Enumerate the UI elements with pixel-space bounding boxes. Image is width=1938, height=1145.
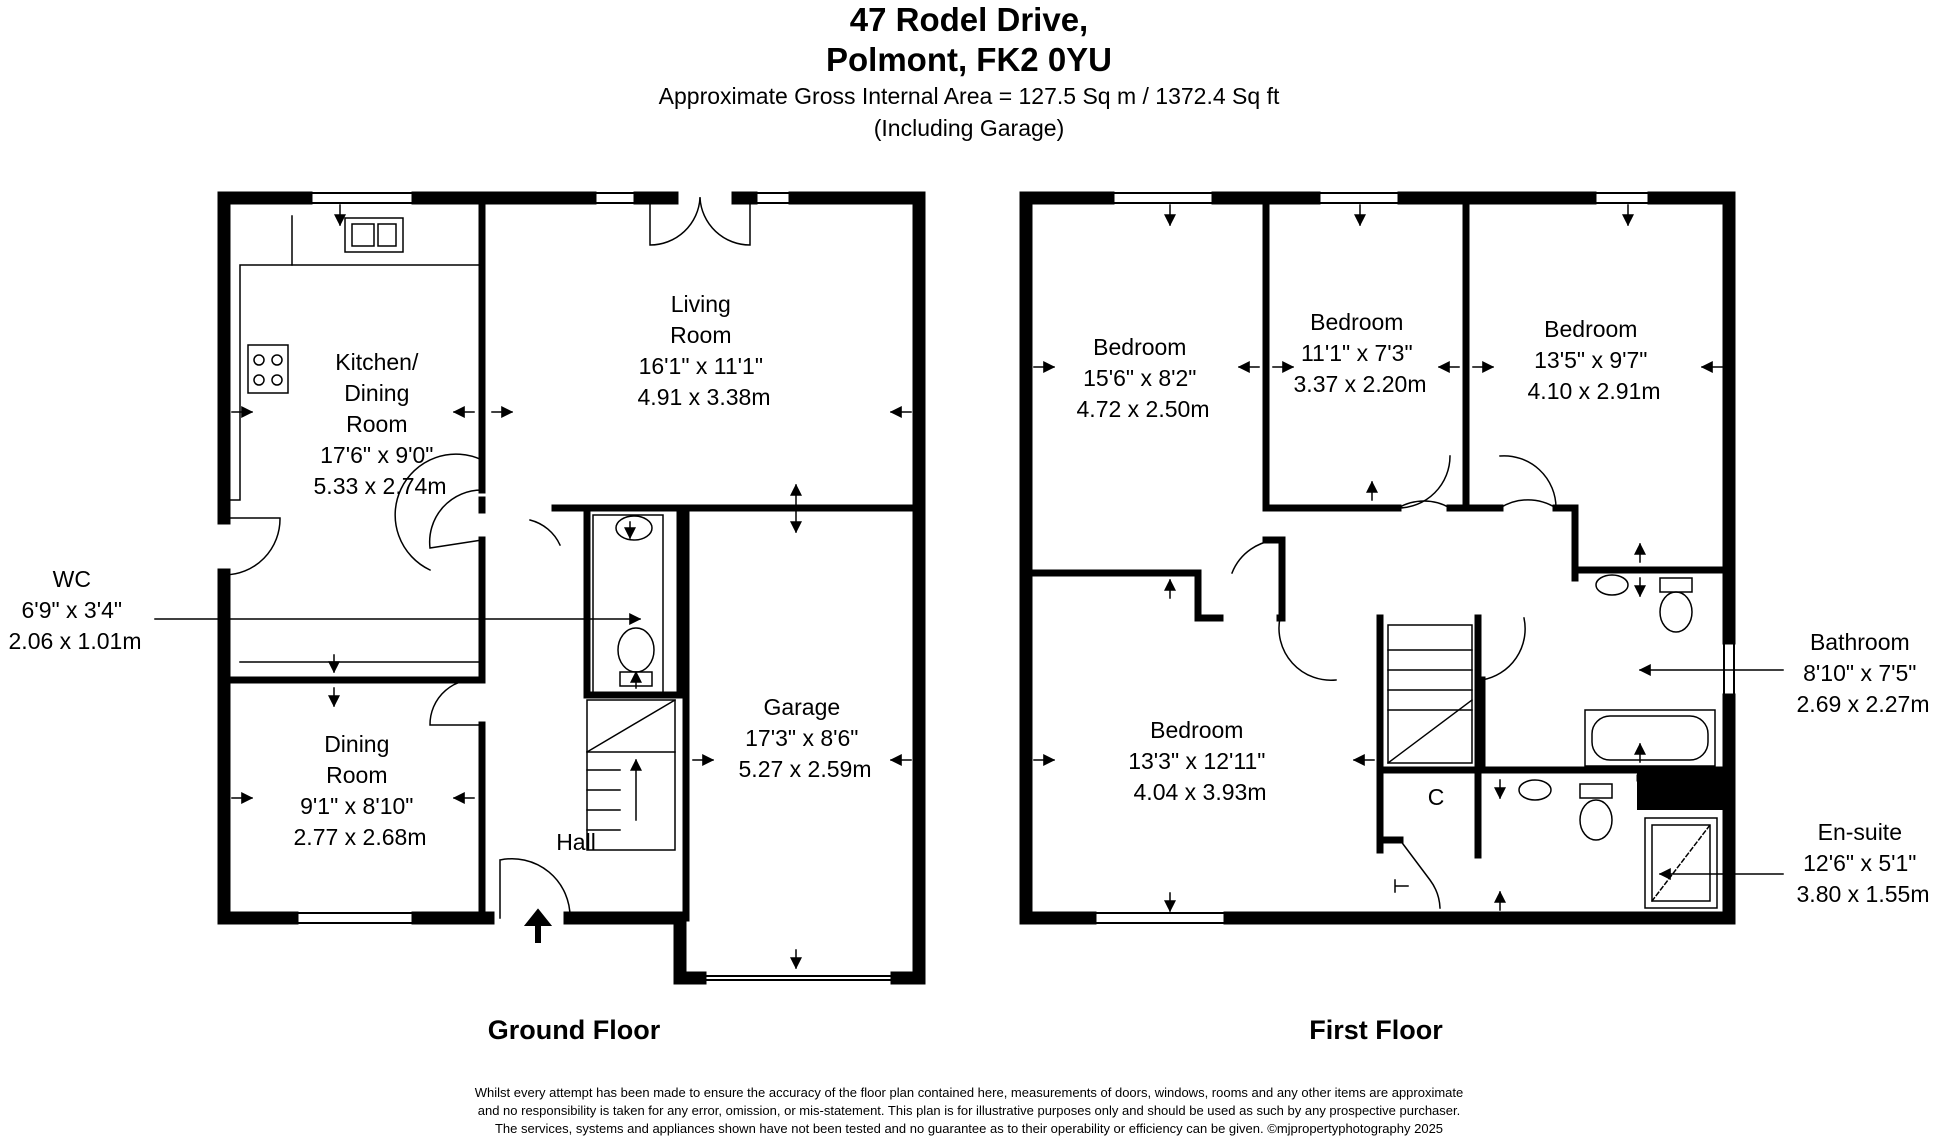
- room-label-kitchen: Kitchen/ Dining Room 17'6" x 9'0" 5.33 x 2.74m: [313, 349, 447, 499]
- room-labels: [9, 291, 1930, 907]
- address-line-1: 47 Rodel Drive,: [849, 1, 1089, 38]
- room-label-garage: Garage 17'3" x 8'6" 5.27 x 2.59m: [738, 694, 872, 782]
- disclaimer-line-3: The services, systems and appliances shown have not been tested and no guarantee as to their operability or efficiency can be given. ©mjpropertyphotography 2025: [494, 1121, 1444, 1136]
- room-label-bedroom-1: Bedroom 15'6" x 8'2" 4.72 x 2.50m: [1076, 334, 1210, 422]
- bathroom-fixtures: [1519, 575, 1717, 908]
- area-note: (Including Garage): [873, 115, 1065, 141]
- floor-labels: [488, 1015, 1443, 1045]
- ground-floor-windows: [292, 193, 897, 980]
- room-label-ensuite: En-suite 12'6" x 5'1" 3.80 x 1.55m: [1796, 819, 1930, 907]
- wc-fixtures: [593, 515, 663, 695]
- first-floor-stairs: [1388, 625, 1472, 763]
- kitchen-counter: [224, 216, 478, 662]
- ground-floor-plan: [155, 193, 919, 980]
- room-label-bedroom-4: Bedroom 13'3" x 12'11" 4.04 x 3.93m: [1128, 717, 1267, 805]
- area-summary: Approximate Gross Internal Area = 127.5 Sq m / 1372.4 Sq ft: [658, 83, 1280, 109]
- ground-floor-stairs: [587, 700, 675, 850]
- ensuite-wall-block: [1637, 770, 1729, 810]
- ground-floor-dimension-ticks: [155, 205, 911, 968]
- room-label-cupboard: C: [1427, 784, 1445, 810]
- disclaimer-line-2: and no responsibility is taken for any error, omission, or mis-statement. This plan is for illustrative purposes only and should be used as such by any prospective purchaser.: [477, 1103, 1461, 1118]
- room-label-wc: WC 6'9" x 3'4" 2.06 x 1.01m: [8, 566, 142, 654]
- entrance-arrow-icon: [526, 910, 550, 942]
- first-floor-windows: [1090, 193, 1734, 923]
- room-label-living-room: Living Room 16'1" x 11'1" 4.91 x 3.38m: [637, 291, 771, 410]
- room-label-bathroom: Bathroom 8'10" x 7'5" 2.69 x 2.27m: [1796, 629, 1930, 717]
- room-label-bedroom-3: Bedroom 13'5" x 9'7" 4.10 x 2.91m: [1527, 316, 1661, 404]
- room-label-hall: Hall: [556, 829, 596, 855]
- disclaimer-line-1: Whilst every attempt has been made to ensure the accuracy of the floor plan contained here, measurements of doors, windows, rooms and any other items are approximate: [474, 1085, 1464, 1100]
- first-floor-label: First Floor: [1309, 1015, 1443, 1045]
- address-line-2: Polmont, FK2 0YU: [825, 41, 1113, 78]
- first-floor-plan: [1026, 193, 1783, 923]
- disclaimer: [0, 1084, 1938, 1138]
- room-label-bedroom-2: Bedroom 11'1" x 7'3" 3.37 x 2.20m: [1293, 309, 1427, 397]
- room-label-dining-room: Dining Room 9'1" x 8'10" 2.77 x 2.68m: [293, 731, 427, 850]
- ground-floor-label: Ground Floor: [487, 1015, 661, 1045]
- ground-floor-outer-walls: [224, 198, 919, 978]
